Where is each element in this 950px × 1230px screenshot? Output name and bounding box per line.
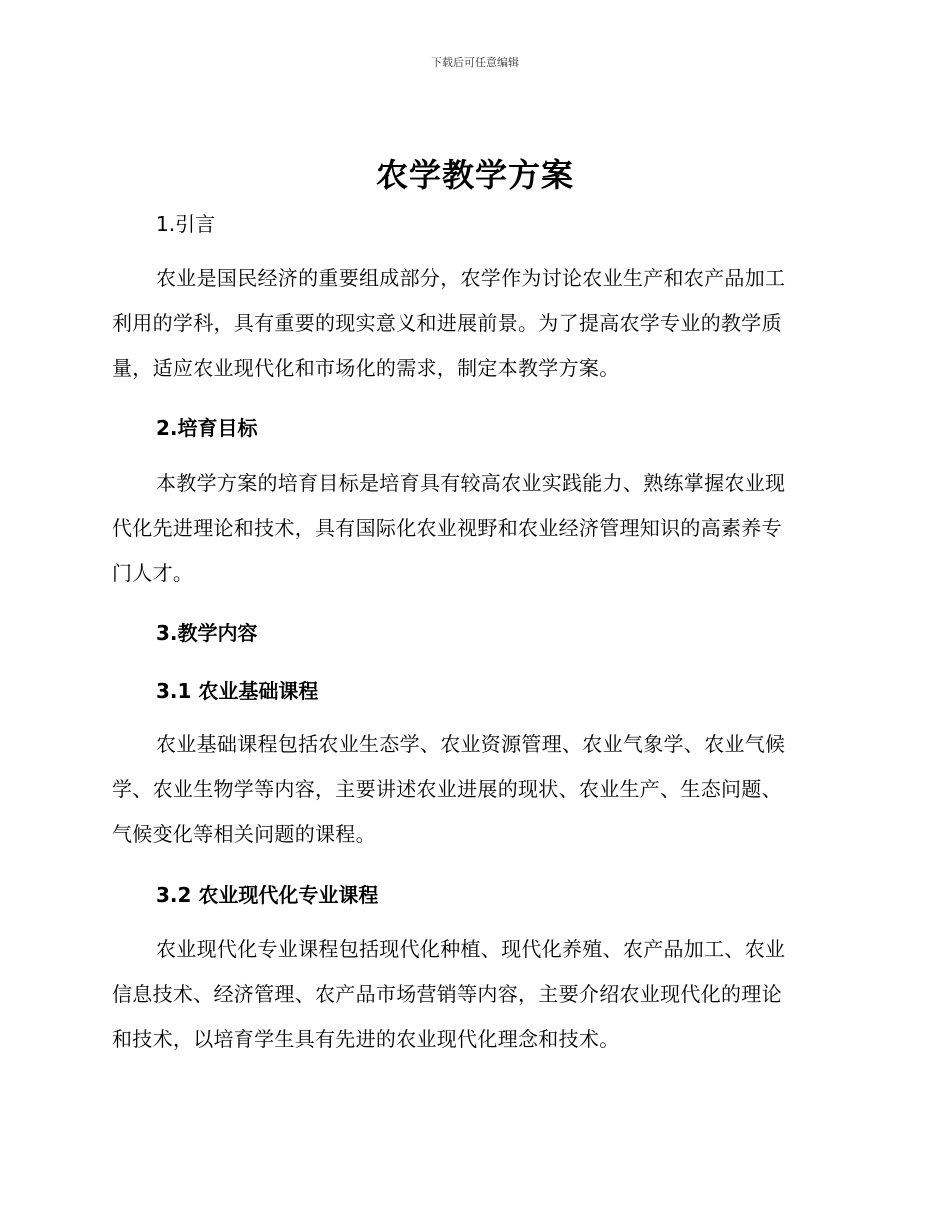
paragraph-line: 学、农业生物学等内容，主要讲述农业进展的现状、农业生产、生态问题、 <box>112 777 782 801</box>
paragraph-line: 气候变化等相关问题的课程。 <box>112 822 376 846</box>
paragraph-line: 和技术，以培育学生具有先进的农业现代化理念和技术。 <box>112 1027 620 1051</box>
paragraph-line: 本教学方案的培育目标是培育具有较高农业实践能力、熟练掌握农业现 <box>156 471 786 495</box>
paragraph-line: 信息技术、经济管理、农产品市场营销等内容，主要介绍农业现代化的理论 <box>112 982 782 1006</box>
paragraph-line: 量，适应农业现代化和市场化的需求，制定本教学方案。 <box>112 356 620 380</box>
paragraph-line: 门人才。 <box>112 561 194 585</box>
subsection-heading-basic: 3.1 农业基础课程 <box>156 679 319 703</box>
section-heading-content: 3.教学内容 <box>156 621 258 645</box>
section-heading-intro: 1.引言 <box>156 212 216 236</box>
document-title: 农学教学方案 <box>375 156 574 194</box>
paragraph-line: 利用的学科，具有重要的现实意义和进展前景。为了提高农学专业的教学质 <box>112 311 782 335</box>
paragraph-basic-courses <box>112 722 832 857</box>
header-note: 下载后可任意编辑 <box>431 56 519 69</box>
paragraph-line: 代化先进理论和技术，具有国际化农业视野和农业经济管理知识的高素养专 <box>112 516 782 540</box>
paragraph-goal <box>112 461 832 596</box>
paragraph-line: 农业基础课程包括农业生态学、农业资源管理、农业气象学、农业气候 <box>156 732 786 756</box>
paragraph-line: 农业是国民经济的重要组成部分，农学作为讨论农业生产和农产品加工 <box>156 266 786 290</box>
paragraph-line: 农业现代化专业课程包括现代化种植、现代化养殖、农产品加工、农业 <box>156 937 786 961</box>
section-heading-goal: 2.培育目标 <box>156 416 258 440</box>
paragraph-intro <box>112 256 832 391</box>
paragraph-modern-courses <box>112 927 832 1062</box>
subsection-heading-modern: 3.2 农业现代化专业课程 <box>156 883 379 907</box>
